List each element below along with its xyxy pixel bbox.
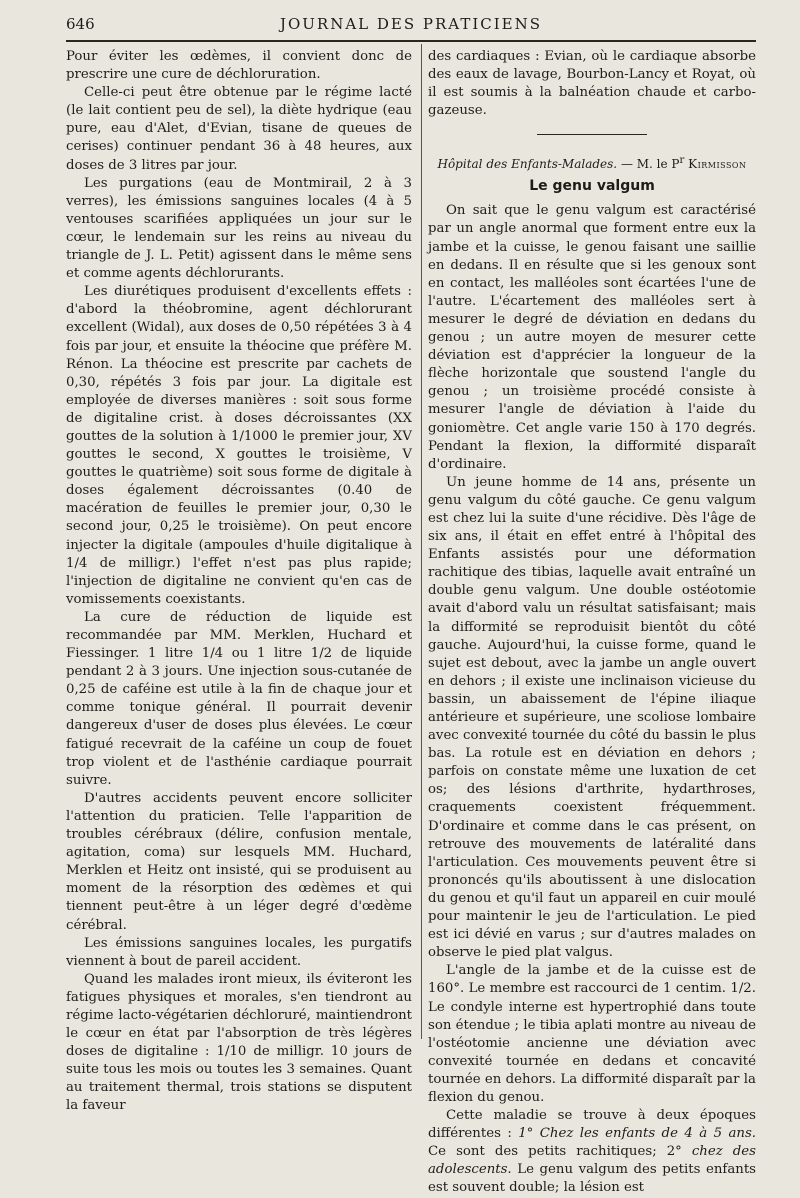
epoch-2: chez des adolescents. [428, 1144, 756, 1178]
page-header [66, 12, 756, 36]
professor-abbrev: r [679, 155, 685, 167]
lecture-byline [428, 153, 756, 172]
text-run: Ce sont des petits rachitiques; 2° [428, 1144, 692, 1160]
paragraph [428, 1107, 756, 1197]
text-run: Le genu valgum des petits enfants est souvent double; la lésion est [428, 1162, 756, 1196]
paragraph: L'angle de la jambe et de la cuisse est de 160°. Le membre est raccourci de 1 centim. 1/2. Le condyle interne est hypertrophié dans toute son étendue ; le tibia aplati montre au niveau de l'ostéotomie ancienne une déviation avec convexité tournée en dedans et concavité tournée en dehors. La difformité disparaît par la flexion du genou. [428, 963, 756, 1105]
left-column [66, 48, 412, 1116]
section-title: Le genu valgum [529, 178, 655, 195]
running-title: JOURNAL DES PRATICIENS [279, 15, 543, 33]
page-number: 646 [66, 15, 95, 33]
paragraph: Les purgations (eau de Montmirail, 2 à 3 verres), les émissions sanguines locales (4 à 5 ventouses scarifiées appliquées un jour sur le cœur, le lendemain sur les reins au niveau du triangle de J. L. Petit) agissent dans le même sens et comme agents déchlorurants. [66, 175, 412, 282]
section-separator [537, 134, 647, 135]
paragraph: Quand les malades iront mieux, ils éviteront les fatigues physiques et morales, s'en tiendront au régime lacto-végétarien déchloruré, maintiendront le cœur en état par l'absorption de très légères doses de digitaline : 1/10 de milligr. 10 jours de suite tous les mois ou toutes les 3 semaines. Quant au traitement thermal, trois stations se disputent la faveur [66, 971, 412, 1114]
paragraph-continuation: des cardiaques : Evian, où le cardiaque absorbe des eaux de lavage, Bourbon-Lancy et Royat, où il est soumis à la balnéation chaude et carbo-gazeuse. [428, 49, 756, 119]
paragraph: Les diurétiques produisent d'excellents effets : d'abord la théobromine, agent déchlorurant excellent (Widal), aux doses de 0,50 répétées 3 à 4 fois par jour, et ensuite la théocine que préfère M. Rénon. La théocine est prescrite par cachets de 0,30, répétés 3 fois par jour. La digitale est employée de diverses manières : soit sous forme de digitaline crist. à doses décroissantes (XX gouttes de la solution à 1/1000 le premier jour, XV gouttes le second, X gouttes le troisième, V gouttes le quatrième) soit sous forme de digitale à doses également décroissantes (0.40 de macération de feuilles le premier jour, 0,30 le second jour, 0,25 le troisième). On peut encore injecter la digitale (ampoules d'huile digitalique à 1/4 de milligr.) l'effet n'est pas plus rapide; l'injection de digitaline ne convient qu'en cas de vomissements coexistants. [66, 284, 412, 607]
paragraph: On sait que le genu valgum est caractérisé par un angle anormal que forment entre eux la jambe et la cuisse, le genou faisant une saillie en dedans. Il en résulte que si les genoux sont en contact, les malléoles sont écartées l'une de l'autre. L'écartement des malléoles sert à mesurer le degré de déviation en dedans du genou ; un autre moyen de mesurer cette déviation est d'apprécier la longueur de la flèche horizontale que soustend l'angle du genou ; un troisième procédé consiste à mesurer l'angle de déviation à l'aide du goniomètre. Cet angle varie 150 à 170 degrés. Pendant la flexion, la difformité disparaît d'ordinaire. [428, 203, 756, 472]
byline-separator: — M. le P [617, 157, 680, 172]
epoch-1: 1° Chez les enfants de 4 à 5 ans. [518, 1126, 756, 1142]
paragraph: La cure de réduction de liquide est recommandée par MM. Merklen, Huchard et Fiessinger. 1 litre 1/4 ou 1 litre 1/2 de liquide pendant 2 à 3 jours. Une injection sous-cutanée de 0,25 de caféine est utile à la fin de chaque jour et comme tonique général. Il pourrait devenir dangereux d'user de doses plus élevées. Le cœur fatigué recevrait de la caféine un coup de fouet trop violent et de l'asthénie cardiaque pourrait suivre. [66, 609, 412, 788]
right-column [428, 48, 756, 1198]
paragraph: Celle-ci peut être obtenue par le régime lacté (le lait contient peu de sel), la diète hydrique (eau pure, eau d'Alet, d'Evian, tisane de queues de cerises) continuer pendant 36 à 48 heures, aux doses de 3 litres par jour. [66, 85, 412, 173]
paragraph: D'autres accidents peuvent encore solliciter l'attention du praticien. Telle l'apparition de troubles cérébraux (délire, confusion mentale, agitation, coma) sur lesquels MM. Huchard, Merklen et Heitz ont insisté, qui se produisent au moment de la résorption des œdèmes et qui tiennent peut-être à un léger degré d'œdème cérébral. [66, 790, 412, 933]
paragraph: Un jeune homme de 14 ans, présente un genu valgum du côté gauche. Ce genu valgum est chez lui la suite d'une récidive. Dès l'âge de six ans, il était en effet entré à l'hôpital des Enfants assistés pour une déformation rachitique des tibias, laquelle avait entraîné un double genu valgum. Une double ostéotomie avait d'abord valu un résultat satisfaisant; mais la difformité se reproduisit bientôt du côté gauche. Aujourd'hui, la cuisse forme, quand le sujet est debout, avec la jambe un angle ouvert en dehors ; il existe une inclinaison vicieuse du bassin, un abaissement de l'épine iliaque antérieure et supérieure, une scoliose lombaire avec convexité tournée du côté du bassin le plus bas. La rotule est en déviation en dehors ; parfois on constate même une luxation de cet os; des lésions d'arthrite, hydarthroses, craquements coexistent fréquemment. D'ordinaire et comme dans le cas présent, on retrouve des mouvements de latéralité dans l'articulation. Ces mouvements peuvent être si prononcés qu'ils aboutissent à une dislocation du genou et qu'il faut un appareil en cuir moulé pour maintenir le jeu de l'articulation. Le pied est ici dévié en varus ; sur d'autres malades on observe le pied plat valgus. [428, 474, 756, 961]
professor-name: Kirmisson [688, 157, 747, 172]
paragraph: Pour éviter les œdèmes, il convient donc de prescrire une cure de déchloruration. [66, 49, 412, 83]
hospital-name: Hôpital des Enfants-Malades. [437, 157, 618, 172]
column-divider [421, 44, 422, 1039]
header-rule [66, 40, 756, 42]
paragraph: Les émissions sanguines locales, les purgatifs viennent à bout de pareil accident. [66, 935, 412, 969]
text-run: Cette maladie se trouve à deux époques différentes : [428, 1108, 756, 1142]
